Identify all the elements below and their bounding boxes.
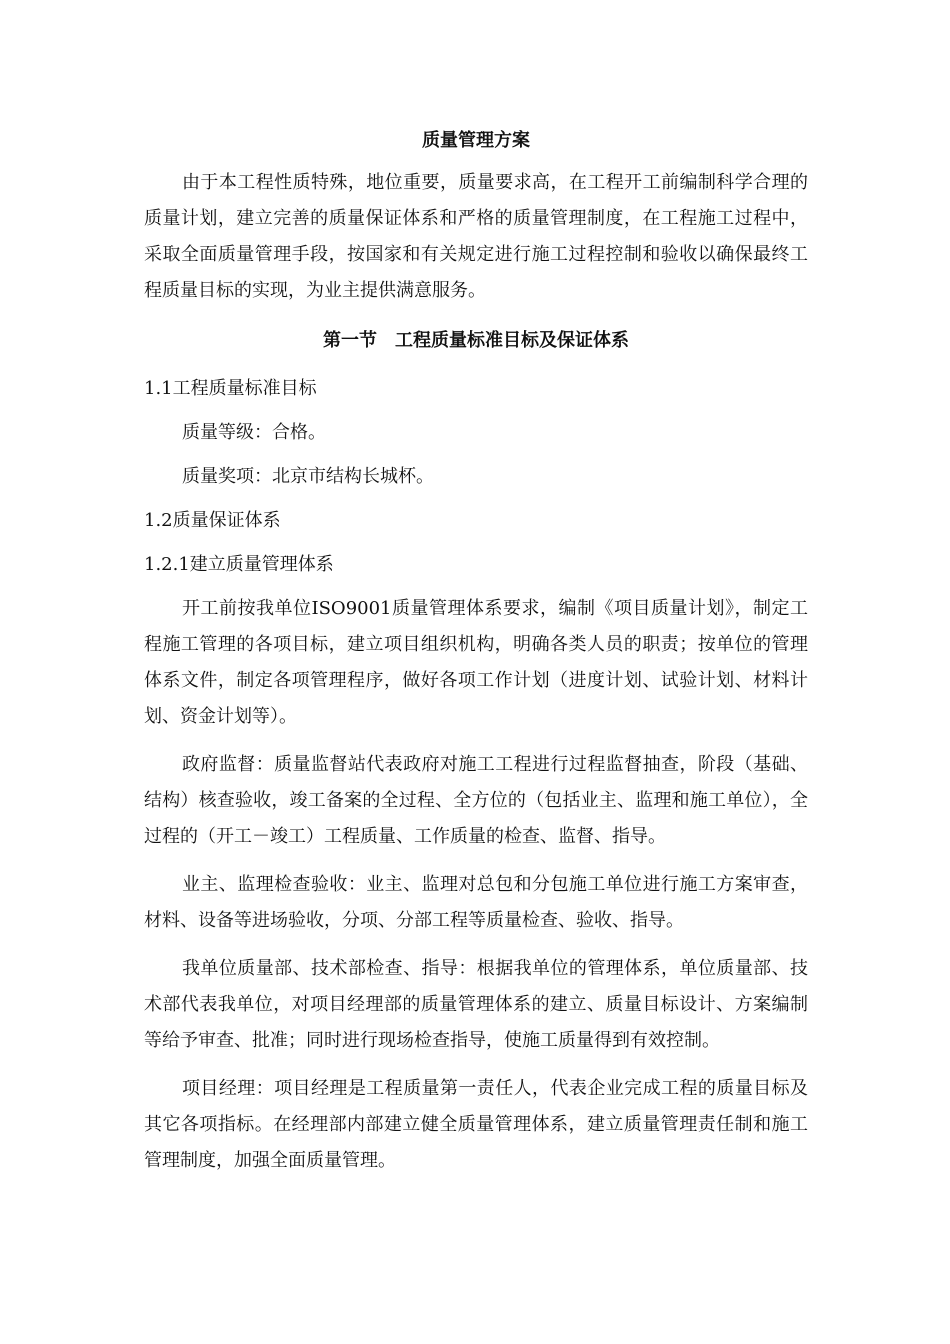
heading-1-2-1: 1.2.1建立质量管理体系 <box>144 554 334 575</box>
gov-supervision-paragraph: 政府监督：质量监督站代表政府对施工工程进行过程监督抽查，阶段（基础、结构）核查验收，竣工备案的全过程、全方位的（包括业主、监理和施工单位），全过程的（开工－竣工）工程质量、工作质量的检查、监督、指导。 <box>144 754 808 847</box>
dept-inspection-paragraph: 我单位质量部、技术部检查、指导：根据我单位的管理体系，单位质量部、技术部代表我单位，对项目经理部的质量管理体系的建立、质量目标设计、方案编制等给予审查、批准；同时进行现场检查指导，使施工质量得到有效控制。 <box>144 958 808 1051</box>
document-title: 质量管理方案 <box>422 130 530 151</box>
section-1-title: 第一节 工程质量标准目标及保证体系 <box>323 330 629 351</box>
document-page <box>144 123 808 1191</box>
prework-paragraph: 开工前按我单位ISO9001质量管理体系要求，编制《项目质量计划》，制定工程施工管理的各项目标，建立项目组织机构，明确各类人员的职责；按单位的管理体系文件，制定各项管理程序，做好各项工作计划（进度计划、试验计划、材料计划、资金计划等）。 <box>144 598 808 727</box>
intro-paragraph: 由于本工程性质特殊，地位重要，质量要求高，在工程开工前编制科学合理的质量计划，建立完善的质量保证体系和严格的质量管理制度，在工程施工过程中，采取全面质量管理手段，按国家和有关规定进行施工过程控制和验收以确保最终工程质量目标的实现，为业主提供满意服务。 <box>144 172 808 301</box>
heading-1-2: 1.2质量保证体系 <box>144 510 281 531</box>
project-manager-paragraph: 项目经理：项目经理是工程质量第一责任人，代表企业完成工程的质量目标及其它各项指标。在经理部内部建立健全质量管理体系，建立质量管理责任制和施工管理制度，加强全面质量管理。 <box>144 1078 808 1171</box>
quality-grade: 质量等级：合格。 <box>182 422 326 443</box>
quality-award: 质量奖项：北京市结构长城杯。 <box>182 466 434 487</box>
heading-1-1: 1.1工程质量标准目标 <box>144 378 317 399</box>
owner-inspection-paragraph: 业主、监理检查验收：业主、监理对总包和分包施工单位进行施工方案审查，材料、设备等进场验收，分项、分部工程等质量检查、验收、指导。 <box>144 874 808 931</box>
